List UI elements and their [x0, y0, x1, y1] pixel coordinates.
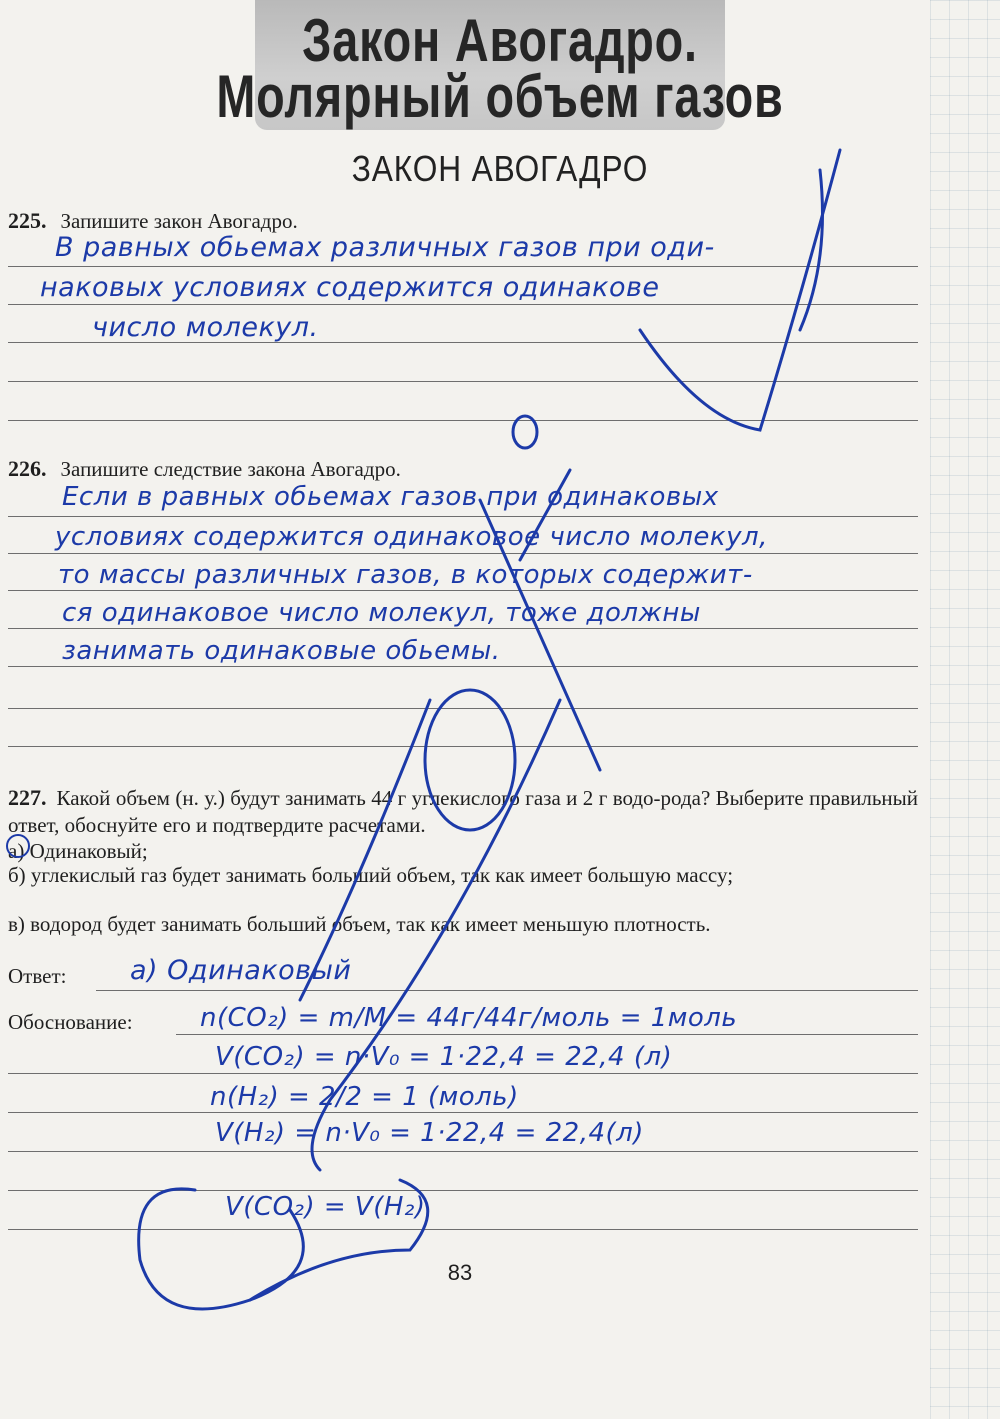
handwritten-answer-line: Если в равных обьемах газов при одинаковых [62, 482, 719, 512]
diagonal-stroke [480, 500, 600, 770]
option-a: а) Одинаковый; [8, 839, 148, 863]
page-number: 83 [447, 1260, 473, 1285]
handwritten-calc-line: n(CO₂) = m/M = 44г/44г/моль = 1моль [200, 1003, 738, 1033]
diagonal-stroke [520, 470, 570, 560]
question-prompt: Какой объем (н. у.) будут занимать 44 г углекислого газа и 2 г водо-рода? Выберите правильный ответ, обоснуйте его и подтвердите расчетами. [8, 786, 918, 837]
handwritten-answer-line: наковых условиях содержится одинакове [40, 272, 660, 303]
handwritten-answer-line: условиях содержится одинаковое число молекул, [55, 522, 768, 552]
page-title-line-1: Закон Авогадро. [302, 7, 698, 74]
handwritten-calc-line: n(H₂) = 2/2 = 1 (моль) [210, 1082, 519, 1112]
circle-mark [425, 690, 515, 830]
handwritten-answer-line: В равных обьемах различных газов при оди- [55, 232, 715, 263]
large-stroke [300, 700, 430, 1000]
question-number: 226. [8, 456, 47, 481]
justification-label: Обоснование: [8, 1010, 133, 1034]
handwritten-answer-line: занимать одинаковые обьемы. [62, 636, 501, 666]
option-circle [7, 835, 29, 857]
option-c: в) водород будет занимать больший объем, так как имеет меньшую плотность. [8, 912, 711, 936]
large-stroke [312, 700, 560, 1170]
loop-stroke [250, 1180, 428, 1300]
question-prompt: Запишите закон Авогадро. [60, 209, 298, 233]
handwritten-answer: а) Одинаковый [130, 955, 352, 986]
handwritten-answer-line: то массы различных газов, в которых содержит- [58, 560, 753, 590]
handwritten-answer-line: ся одинаковое число молекул, тоже должны [62, 598, 701, 628]
question-number: 225. [8, 208, 47, 233]
check-mark-stroke [640, 150, 840, 430]
answer-label: Ответ: [8, 964, 67, 988]
handwritten-answer-line: число молекул. [92, 312, 319, 343]
question-number: 227. [8, 785, 47, 810]
handwritten-calc-line: V(H₂) = n·V₀ = 1·22,4 = 22,4(л) [215, 1118, 644, 1148]
page-title-line-2: Молярный объем газов [216, 63, 784, 130]
option-b: б) углекислый газ будет занимать больший объем, так как имеет большую массу; [8, 863, 734, 887]
question-prompt: Запишите следствие закона Авогадро. [60, 457, 401, 481]
handwritten-calc-line: V(CO₂) = V(H₂) [225, 1192, 426, 1222]
loop-stroke [139, 1189, 304, 1309]
section-title: ЗАКОН АВОГАДРО [351, 148, 649, 189]
handwritten-calc-line: V(CO₂) = n·V₀ = 1·22,4 = 22,4 (л) [215, 1042, 673, 1072]
zero-mark [513, 416, 537, 448]
